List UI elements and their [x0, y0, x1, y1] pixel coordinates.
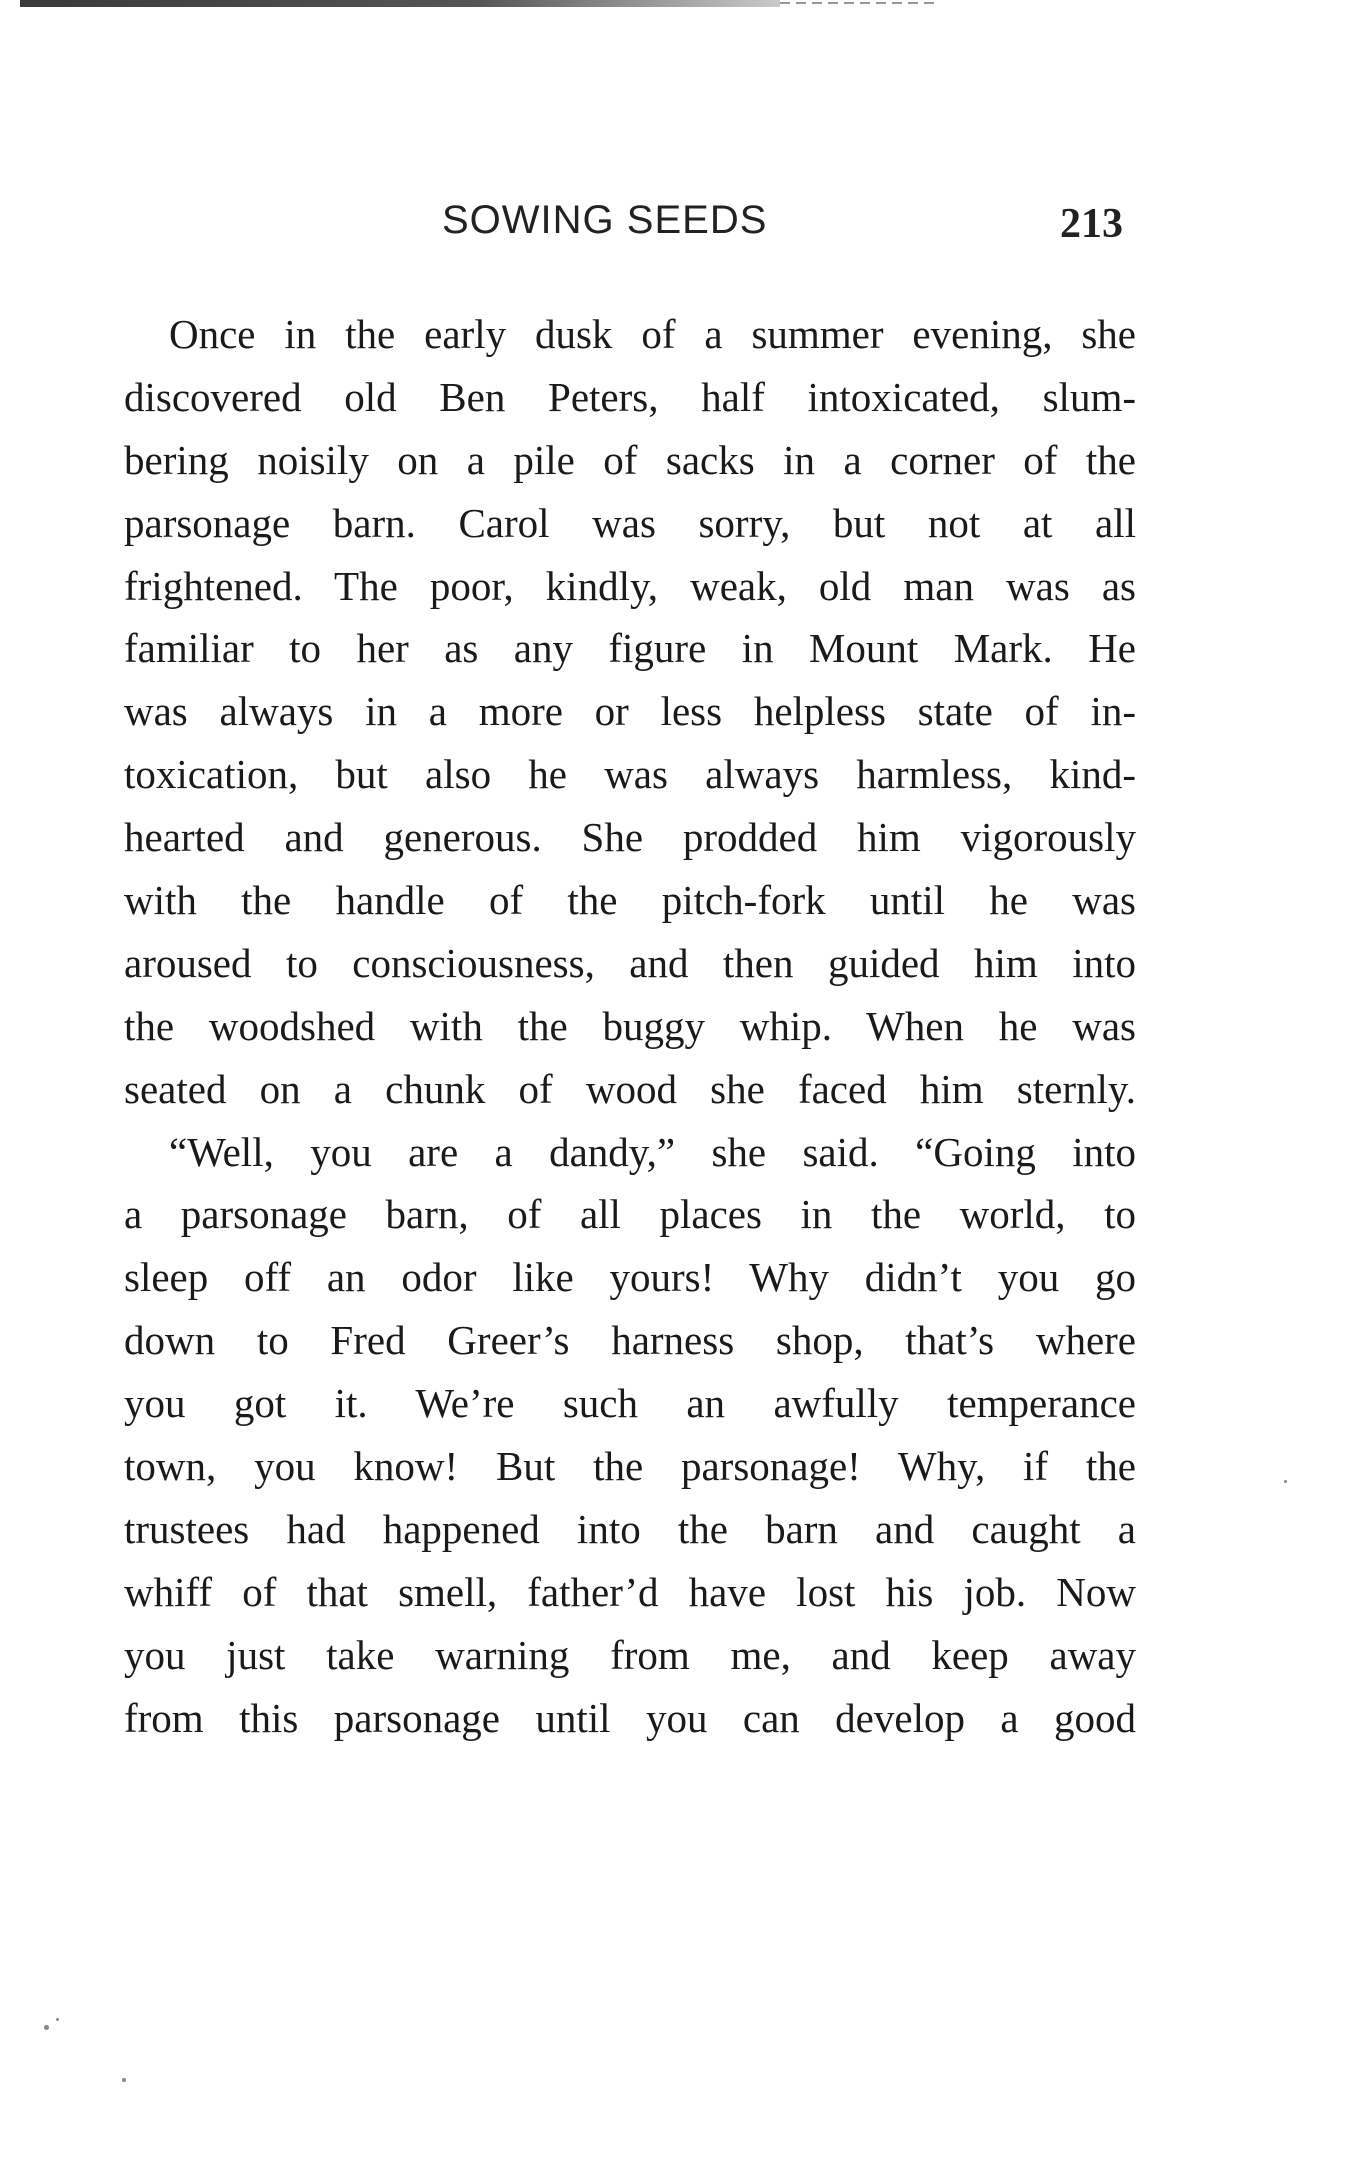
text-line: a parsonage barn, of all places in the world, to: [124, 1191, 1136, 1238]
text-line: down to Fred Greer’s harness shop, that’s where: [124, 1317, 1136, 1364]
body-text: [124, 303, 1136, 1749]
text-line: frightened. The poor, kindly, weak, old man was as: [124, 562, 1136, 609]
scan-speck: [1284, 1480, 1287, 1483]
text-line: aroused to consciousness, and then guided him into: [124, 939, 1136, 986]
book-page: [124, 195, 1136, 1749]
text-line: the woodshed with the buggy whip. When he was: [124, 1002, 1136, 1049]
page-top-rule: [20, 0, 780, 7]
text-line: you just take warning from me, and keep away: [124, 1631, 1136, 1678]
text-line: from this parsonage until you can develop a good: [124, 1694, 1136, 1741]
text-line: town, you know! But the parsonage! Why, if the: [124, 1443, 1136, 1490]
text-line: trustees had happened into the barn and caught a: [124, 1505, 1136, 1552]
text-line: familiar to her as any figure in Mount Mark. He: [124, 625, 1136, 672]
text-line: was always in a more or less helpless state of in-: [124, 688, 1136, 735]
text-line: discovered old Ben Peters, half intoxicated, slum-: [124, 373, 1136, 420]
text-line: with the handle of the pitch-fork until he was: [124, 877, 1136, 924]
text-line: bering noisily on a pile of sacks in a corner of the: [124, 436, 1136, 483]
running-head: [124, 195, 1136, 265]
text-line: “Well, you are a dandy,” she said. “Going into: [169, 1128, 1136, 1175]
text-line: parsonage barn. Carol was sorry, but not at all: [124, 499, 1136, 546]
scan-speck: [56, 2018, 59, 2021]
page-number: 213: [1060, 201, 1123, 247]
text-line: whiff of that smell, father’d have lost his job. Now: [124, 1568, 1136, 1615]
running-title: SOWING SEEDS: [442, 198, 768, 242]
scan-speck: [44, 2025, 49, 2030]
text-line: you got it. We’re such an awfully temperance: [124, 1380, 1136, 1427]
text-line: seated on a chunk of wood she faced him sternly.: [124, 1065, 1136, 1112]
text-line: toxication, but also he was always harmless, kind-: [124, 751, 1136, 798]
text-line: hearted and generous. She prodded him vigorously: [124, 814, 1136, 861]
text-line: sleep off an odor like yours! Why didn’t you go: [124, 1254, 1136, 1301]
page-top-rule-fade: [780, 2, 940, 4]
scan-speck: [122, 2078, 126, 2082]
text-line: Once in the early dusk of a summer evening, she: [169, 311, 1136, 357]
